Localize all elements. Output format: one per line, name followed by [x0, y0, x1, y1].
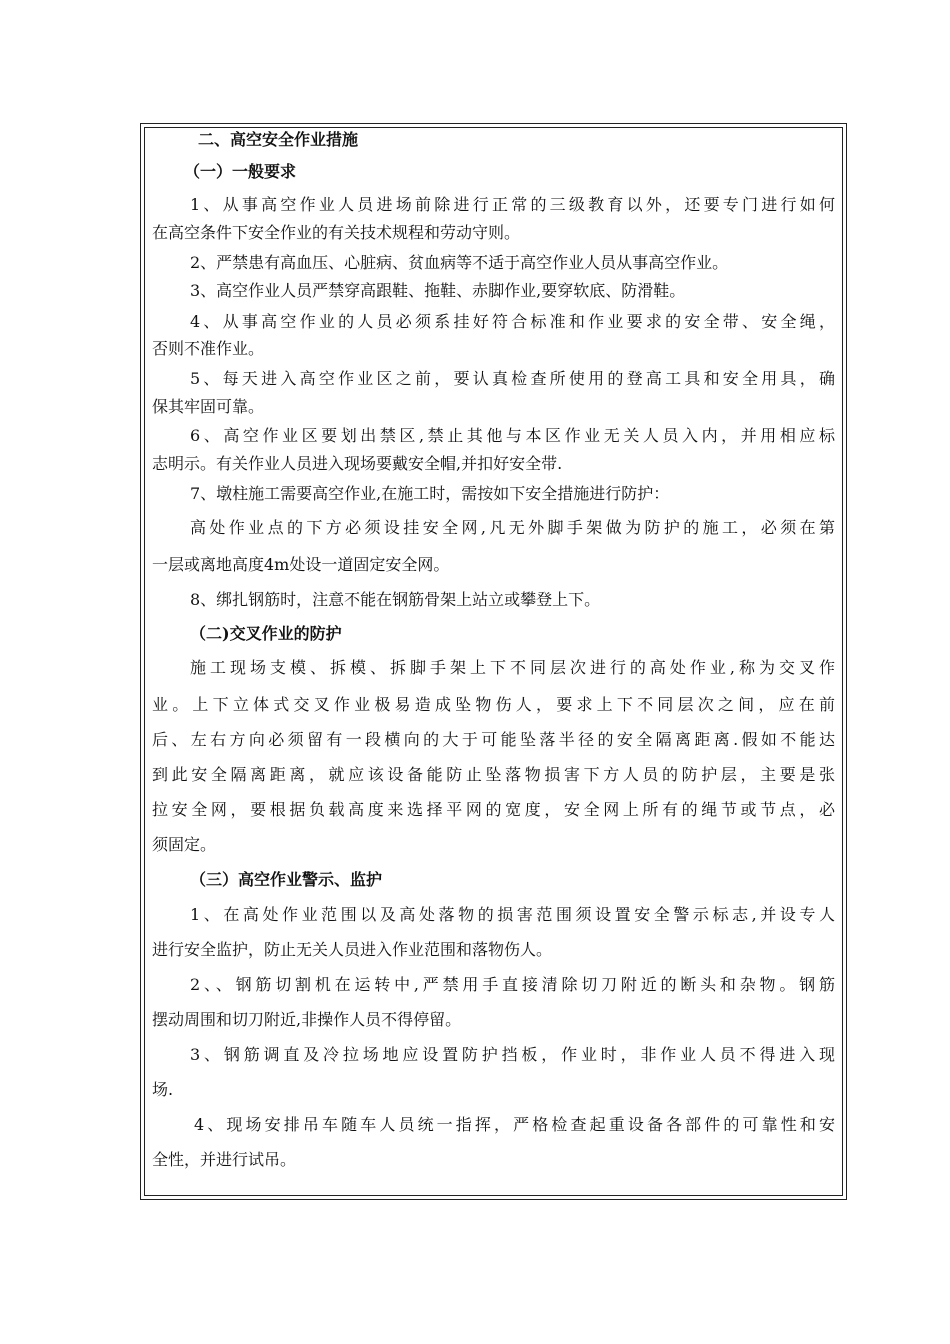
sub2-p1-line5: 拉安全网，要根据负载高度来选择平网的宽度，安全网上所有的绳节或节点，必 [152, 800, 835, 819]
sub2-heading: （二)交叉作业的防护 [190, 624, 342, 643]
sub1-p4-line1: 4、从事高空作业的人员必须系挂好符合标准和作业要求的安全带、安全绳， [190, 312, 835, 331]
sub1-p7a-line1: 高处作业点的下方必须设挂安全网,凡无外脚手架做为防护的施工，必须在第 [190, 518, 835, 537]
sub3-p4-line1: 4、现场安排吊车随车人员统一指挥，严格检查起重设备各部件的可靠性和安 [194, 1115, 835, 1134]
sub1-p6-line1: 6、高空作业区要划出禁区,禁止其他与本区作业无关人员入内，并用相应标 [190, 426, 835, 445]
sub1-p5-line1: 5、每天进入高空作业区之前，要认真检查所使用的登高工具和安全用具，确 [190, 369, 835, 388]
sub1-p1-line1: 1、从事高空作业人员进场前除进行正常的三级教育以外，还要专门进行如何 [190, 195, 835, 214]
section-title: 二、高空安全作业措施 [198, 130, 359, 149]
sub2-p1-line6: 须固定。 [152, 835, 217, 854]
sub1-heading: （一）一般要求 [184, 162, 297, 181]
sub1-p3: 3、高空作业人员严禁穿高跟鞋、拖鞋、赤脚作业,要穿软底、防滑鞋。 [190, 281, 686, 300]
sub3-p2-line1: 2、、钢筋切割机在运转中,严禁用手直接清除切刀附近的断头和杂物。钢筋 [190, 975, 835, 994]
sub3-heading: （三）高空作业警示、监护 [190, 870, 383, 889]
sub2-p1-line4: 到此安全隔离距离，就应该设备能防止坠落物损害下方人员的防护层，主要是张 [152, 765, 835, 784]
sub1-p1-line2: 在高空条件下安全作业的有关技术规程和劳动守则。 [152, 223, 521, 242]
sub1-p8: 8、绑扎钢筋时，注意不能在钢筋骨架上站立或攀登上下。 [190, 590, 601, 609]
sub2-p1-line2: 业。上下立体式交叉作业极易造成坠物伤人，要求上下不同层次之间，应在前 [152, 695, 835, 714]
sub3-p1-line1: 1、在高处作业范围以及高处落物的损害范围须设置安全警示标志,并设专人 [190, 905, 835, 924]
sub1-p5-line2: 保其牢固可靠。 [152, 397, 265, 416]
document-frame [140, 123, 847, 1200]
sub1-p7a-line2: 一层或离地高度4m处设一道固定安全网。 [152, 555, 450, 574]
sub3-p2-line2: 摆动周围和切刀附近,非操作人员不得停留。 [152, 1010, 462, 1029]
sub2-p1-line3: 后、左右方向必须留有一段横向的大于可能坠落半径的安全隔离距离.假如不能达 [152, 730, 835, 749]
sub3-p4-line2: 全性，并进行试吊。 [152, 1150, 297, 1169]
sub1-p7: 7、墩柱施工需要高空作业,在施工时，需按如下安全措施进行防护： [190, 484, 670, 503]
sub1-p2: 2、严禁患有高血压、心脏病、贫血病等不适于高空作业人员从事高空作业。 [190, 253, 729, 272]
sub3-p1-line2: 进行安全监护，防止无关人员进入作业范围和落物伤人。 [152, 940, 553, 959]
sub3-p3-line1: 3、钢筋调直及冷拉场地应设置防护挡板，作业时，非作业人员不得进入现 [190, 1045, 835, 1064]
sub2-p1-line1: 施工现场支模、拆模、拆脚手架上下不同层次进行的高处作业,称为交叉作 [190, 658, 835, 677]
sub1-p4-line2: 否则不准作业。 [152, 339, 265, 358]
sub1-p6-line2: 志明示。有关作业人员进入现场要戴安全帽,并扣好安全带. [152, 454, 563, 473]
sub3-p3-line2: 场. [152, 1080, 174, 1099]
